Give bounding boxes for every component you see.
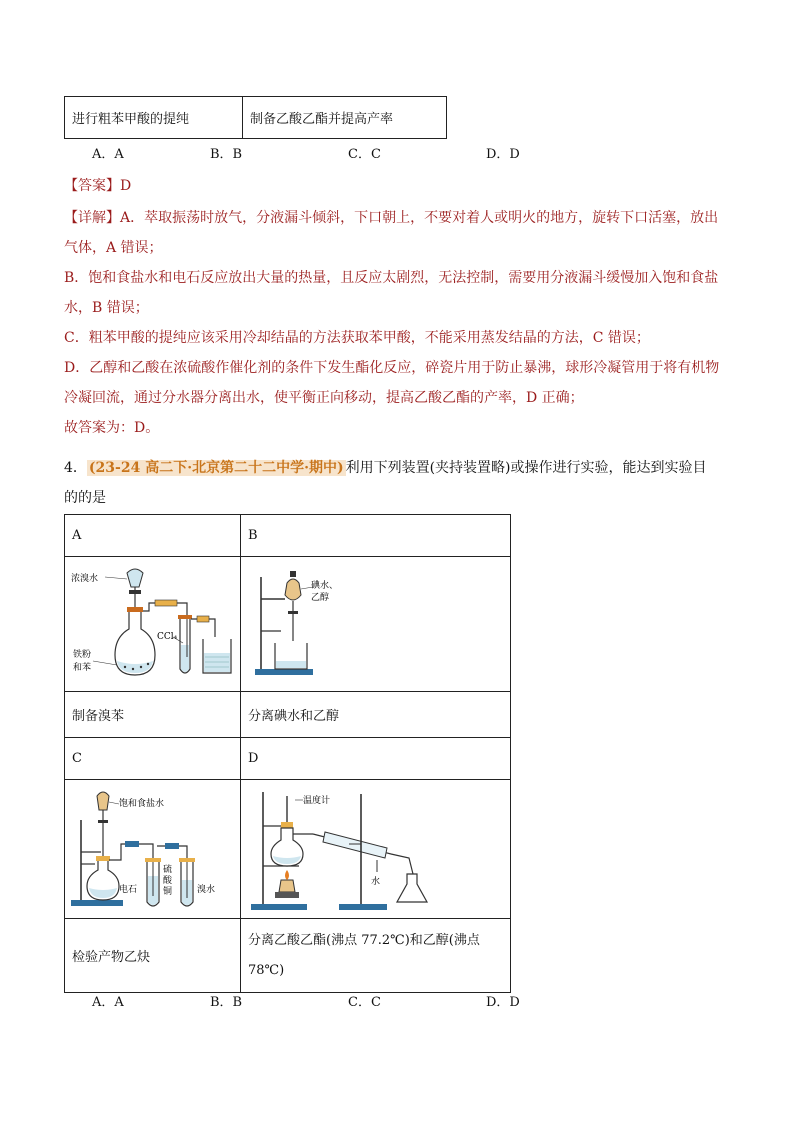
label-c-cuso4-3: 铜 <box>163 887 173 897</box>
label-c-carbide: 电石 <box>119 885 138 895</box>
detail-line-7: 冷凝回流，通过分水器分离出水，使平衡正向移动，提高乙酸乙酯的产率，D 正确； <box>64 390 584 406</box>
answer-value: D <box>120 178 132 194</box>
cell-d-figure <box>241 780 511 919</box>
label-b-line2: 乙醇 <box>311 593 330 603</box>
detail-line-6: D．乙醇和乙酸在浓硫酸作催化剂的条件下发生酯化反应，碎瓷片用于防止暴沸，球形冷凝管用于将有机物 <box>64 360 720 376</box>
detail-line-5: C．粗苯甲酸的提纯应该采用冷却结晶的方法获取苯甲酸，不能采用蒸发结晶的方法，C 错误； <box>64 330 650 346</box>
q4-choices <box>0 993 794 1013</box>
cell-c-caption: 检验产物乙炔 <box>65 919 241 993</box>
cell-c-label: C <box>65 738 241 780</box>
cell-a-label: A <box>65 515 241 557</box>
detail-line-2: 气体，A 错误； <box>64 240 163 256</box>
detail-line-8: 故答案为：D。 <box>64 420 160 436</box>
figure-d-distillation-apparatus <box>241 780 509 914</box>
detail-label: 【详解】 <box>64 210 120 226</box>
cell-b-caption: 分离碘水和乙醇 <box>241 692 511 738</box>
label-c-cuso4-2: 酸 <box>163 876 173 886</box>
cell-b-figure <box>241 557 511 692</box>
label-a-ccl4: CCl₄ <box>157 632 178 642</box>
q4-number: 4． <box>64 460 87 476</box>
figure-a-bromobenzene-apparatus <box>65 557 240 687</box>
q3-choices <box>0 145 794 165</box>
label-a-iron-1: 铁粉 <box>73 650 92 660</box>
detail-line-3: B．饱和食盐水和电石反应放出大量的热量，且反应太剧烈，无法控制，需要用分液漏斗缓慢加入饱和食盐 <box>64 270 719 286</box>
cell-d-caption-line2: 78℃) <box>248 962 285 978</box>
q4-stem-line2: 的的是 <box>64 490 106 506</box>
q4-choice-b[interactable]: B．B <box>210 995 243 1010</box>
label-c-cuso4-1: 硫 <box>163 865 173 875</box>
top-cell-right: 制备乙酸乙酯并提高产率 <box>243 97 447 139</box>
q3-choice-c[interactable]: C．C <box>348 147 381 162</box>
label-d-water: 水 <box>371 877 381 887</box>
q3-choice-b[interactable]: B．B <box>210 147 243 162</box>
cell-a-caption: 制备溴苯 <box>65 692 241 738</box>
apparatus-table <box>64 514 511 993</box>
detail-line-1: A．萃取振荡时放气，分液漏斗倾斜，下口朝上，不要对着人或明火的地方，旋转下口活塞，放出 <box>120 210 719 226</box>
answer-line <box>64 176 131 196</box>
q3-choice-d[interactable]: D．D <box>486 147 520 162</box>
figure-b-separation-apparatus <box>241 557 431 687</box>
q4-choice-a[interactable]: A．A <box>92 995 124 1010</box>
detail-block <box>64 208 734 448</box>
cell-b-label: B <box>241 515 511 557</box>
cell-c-figure <box>65 780 241 919</box>
label-a-bromine-water: 浓溴水 <box>71 574 99 584</box>
cell-a-figure <box>65 557 241 692</box>
top-options-table <box>64 96 447 139</box>
cell-d-label: D <box>241 738 511 780</box>
label-a-iron-2: 和苯 <box>73 663 92 673</box>
cell-d-caption-line1: 分离乙酸乙酯(沸点 77.2℃)和乙醇(沸点 <box>248 932 480 948</box>
q4-choice-c[interactable]: C．C <box>348 995 381 1010</box>
q4-choice-d[interactable]: D．D <box>486 995 520 1010</box>
figure-c-acetylene-apparatus <box>65 780 240 914</box>
label-d-thermometer: 温度计 <box>303 796 331 806</box>
label-b-line1: 碘水、 <box>311 581 339 591</box>
q4-source-tag[interactable]: (23-24 高二下·北京第二十二中学·期中) <box>88 460 344 476</box>
detail-line-4: 水，B 错误； <box>64 300 149 316</box>
top-cell-left: 进行粗苯甲酸的提纯 <box>65 97 243 139</box>
q4-stem-line1 <box>64 458 707 478</box>
q4-stem-text: 利用下列装置(夹持装置略)或操作进行实验，能达到实验目 <box>345 460 707 476</box>
label-c-bromine: 溴水 <box>197 885 216 895</box>
label-c-saltwater: 饱和食盐水 <box>119 799 165 809</box>
cell-d-caption <box>241 919 511 993</box>
q3-choice-a[interactable]: A．A <box>92 147 124 162</box>
answer-label: 【答案】 <box>64 178 120 194</box>
